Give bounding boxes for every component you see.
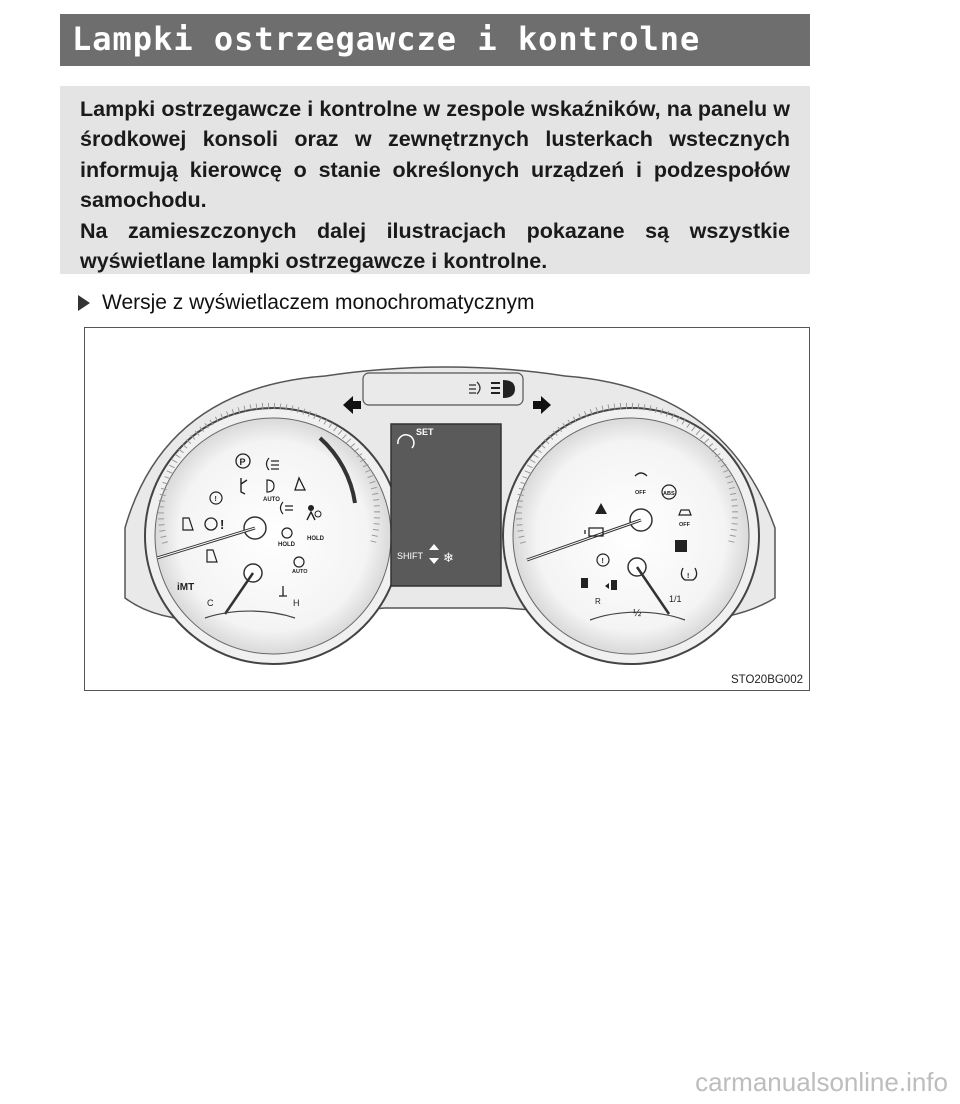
fuel-full-label: 1/1: [669, 594, 682, 604]
slip-indicator-icon: [675, 540, 687, 552]
hold-label-right: HOLD: [307, 536, 324, 542]
imt-label: iMT: [177, 582, 195, 593]
instrument-cluster-figure: [84, 327, 810, 691]
svg-text:!: !: [601, 558, 604, 565]
temp-cold-label: C: [207, 598, 214, 608]
right-gauge: [503, 406, 759, 664]
svg-text:ABS: ABS: [663, 491, 675, 497]
svg-text:HOLD: HOLD: [278, 542, 295, 548]
svg-text:OFF: OFF: [635, 490, 646, 496]
left-gauge: [145, 406, 401, 664]
fuel-reserve-label: R: [595, 597, 601, 606]
ice-warning-icon: ❄: [443, 551, 454, 566]
instrument-cluster-illustration: [85, 328, 809, 690]
section-title-bar: [60, 14, 810, 66]
svg-text:AUTO: AUTO: [292, 569, 308, 575]
shift-label: SHIFT: [397, 551, 423, 561]
svg-text:P: P: [239, 457, 246, 467]
triangle-bullet-icon: [78, 295, 90, 311]
variant-label: Wersje z wyświetlaczem monochromatycznym: [102, 291, 535, 314]
watermark: carmanualsonline.info: [695, 1067, 948, 1097]
fuel-half-label: ½: [633, 608, 642, 619]
section-title: Lampki ostrzegawcze i kontrolne: [72, 20, 701, 58]
svg-text:SET: SET: [416, 427, 434, 437]
intro-paragraph-1: Lampki ostrzegawcze i kontrolne w zespole wskaźników, na panelu w środkowej konsoli oraz w zewnętrznych lusterkach wstecznych informują kierowcę o stanie określonych urządzeń i podzespołów samochodu.: [80, 97, 790, 213]
svg-text:!: !: [687, 573, 690, 580]
svg-text:!: !: [214, 496, 217, 503]
fuel-low-icon: [581, 578, 588, 588]
svg-text:AUTO: AUTO: [263, 497, 280, 503]
figure-code: STO20BG002: [730, 674, 803, 686]
temp-hot-label: H: [293, 598, 300, 608]
variant-bullet: [78, 288, 535, 318]
intro-text: [80, 94, 790, 276]
intro-box: [60, 86, 810, 274]
intro-paragraph-2: Na zamieszczonych dalej ilustracjach pokazane są wszystkie wyświetlane lampki ostrzegawcze i kontrolne.: [80, 218, 790, 274]
svg-text:!: !: [220, 517, 225, 532]
svg-text:OFF: OFF: [679, 522, 690, 528]
